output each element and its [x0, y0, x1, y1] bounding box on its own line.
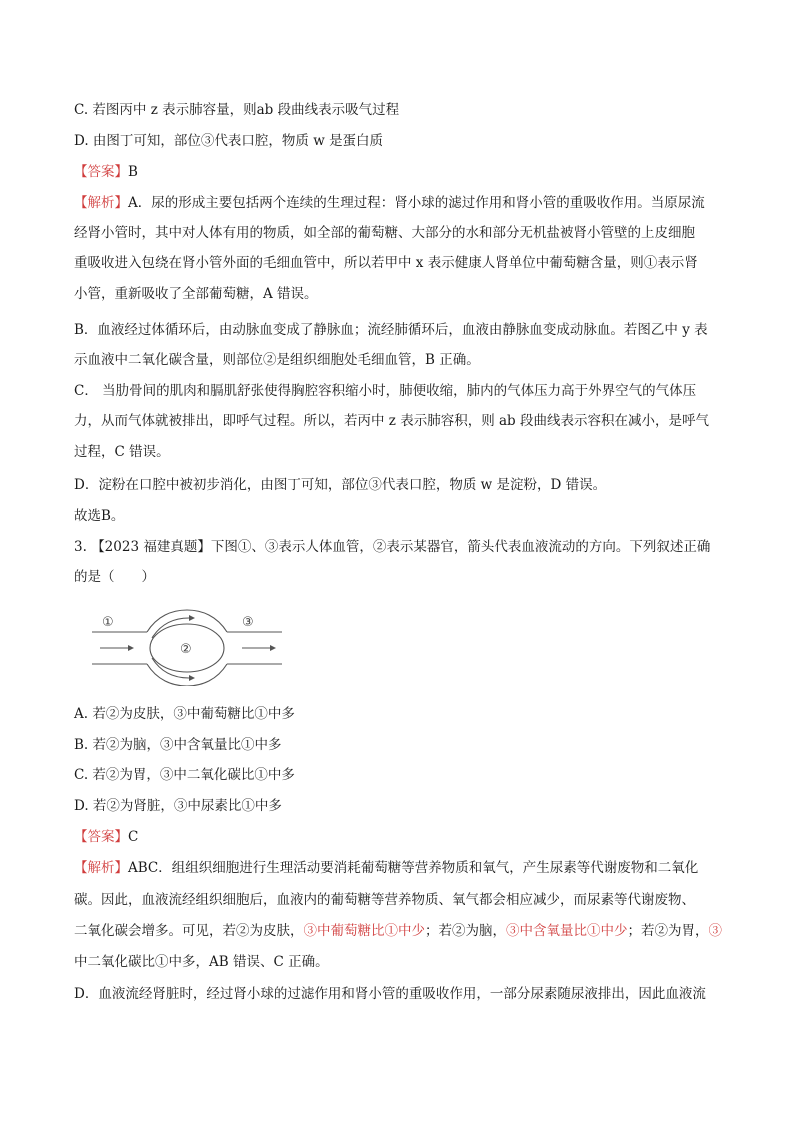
answer-value: C [128, 829, 139, 845]
answer-tag: 【答案】 [74, 164, 128, 180]
analysis-tag: 【解析】 [74, 860, 128, 876]
analysis-line [74, 921, 722, 941]
analysis-line: D．淀粉在口腔中被初步消化，由图丁可知，部位③代表口腔，物质 w 是淀粉，D 错误。 [74, 477, 607, 493]
analysis-line: 过程，C 错误。 [74, 444, 170, 460]
analysis-line [74, 193, 705, 213]
answer-line [74, 827, 138, 847]
analysis-line: 中二氧化碳比①中多，AB 错误、C 正确。 [74, 954, 329, 970]
option-b: B. 若②为脑，③中含氧量比①中多 [74, 737, 282, 753]
analysis-text: ；若②为胃， [627, 923, 709, 939]
analysis-tag: 【解析】 [74, 195, 128, 211]
analysis-line: D．血液流经肾脏时，经过肾小球的过滤作用和肾小管的重吸收作用，一部分尿素随尿液排出，因此血液流 [74, 986, 706, 1002]
analysis-line: 经肾小管时，其中对人体有用的物质，如全部的葡萄糖、大部分的水和部分无机盐被肾小管壁的上皮细胞 [74, 225, 695, 241]
conclusion: 故选B。 [74, 508, 125, 524]
analysis-text: ；若②为脑， [425, 923, 506, 939]
question-text: 下图①、③表示人体血管，②表示某器官，箭头代表血液流动的方向。下列叙述正确 [210, 539, 711, 555]
highlight-text: ③ [708, 923, 722, 939]
question-stem [74, 537, 710, 557]
question-stem: 的是（ ） [74, 569, 155, 585]
option-d: D. 由图丁可知，部位③代表口腔，物质 w 是蛋白质 [74, 133, 384, 149]
option-c: C. 若图丙中 z 表示肺容量，则ab 段曲线表示吸气过程 [74, 102, 400, 118]
analysis-line: B．血液经过体循环后，由动脉血变成了静脉血；流经肺循环后，血液由静脉血变成动脉血。若图乙中 y 表 [74, 322, 708, 338]
analysis-line [74, 858, 698, 878]
option-a: A. 若②为皮肤，③中葡萄糖比①中多 [74, 706, 295, 722]
analysis-line: 示血液中二氧化碳含量，则部位②是组织细胞处毛细血管，B 正确。 [74, 352, 480, 368]
analysis-line: C． 当肋骨间的肌肉和膈肌舒张使得胸腔容积缩小时，肺便收缩，肺内的气体压力高于外界空气的气体压 [74, 383, 697, 399]
analysis-text: 二氧化碳会增多。可见，若②为皮肤， [74, 923, 304, 939]
analysis-line: 重吸收进入包绕在肾小管外面的毛细血管中，所以若甲中 x 表示健康人肾单位中葡萄糖含量，则①表示肾 [74, 255, 698, 271]
highlight-text: ③中葡萄糖比①中少 [303, 923, 425, 939]
analysis-text: A．尿的形成主要包括两个连续的生理过程：肾小球的滤过作用和肾小管的重吸收作用。当原尿流 [128, 195, 705, 211]
analysis-line: 小管，重新吸收了全部葡萄糖，A 错误。 [74, 286, 318, 302]
analysis-line: 碳。因此，血液流经组织细胞后，血液内的葡萄糖等营养物质、氧气都会相应减少，而尿素等代谢废物、 [74, 892, 695, 908]
diagram-label-right: ③ [242, 615, 254, 630]
answer-value: B [128, 164, 138, 180]
analysis-text: ABC．组组织细胞进行生理活动要消耗葡萄糖等营养物质和氧气，产生尿素等代谢废物和二氧化 [128, 860, 699, 876]
analysis-line: 力，从而气体就被排出，即呼气过程。所以，若丙中 z 表示肺容积，则 ab 段曲线表示容积在减小，是呼气 [74, 413, 709, 429]
answer-tag: 【答案】 [74, 829, 128, 845]
option-c: C. 若②为胃，③中二氧化碳比①中多 [74, 767, 295, 783]
diagram-label-center: ② [180, 642, 192, 657]
question-source: 【2023 福建真题】 [91, 539, 211, 555]
highlight-text: ③中含氧量比①中少 [506, 923, 628, 939]
option-d: D. 若②为肾脏，③中尿素比①中多 [74, 798, 282, 814]
question-number: 3. [74, 539, 87, 555]
diagram-label-left: ① [102, 615, 114, 630]
answer-line [74, 162, 138, 182]
blood-flow-diagram [92, 606, 282, 686]
